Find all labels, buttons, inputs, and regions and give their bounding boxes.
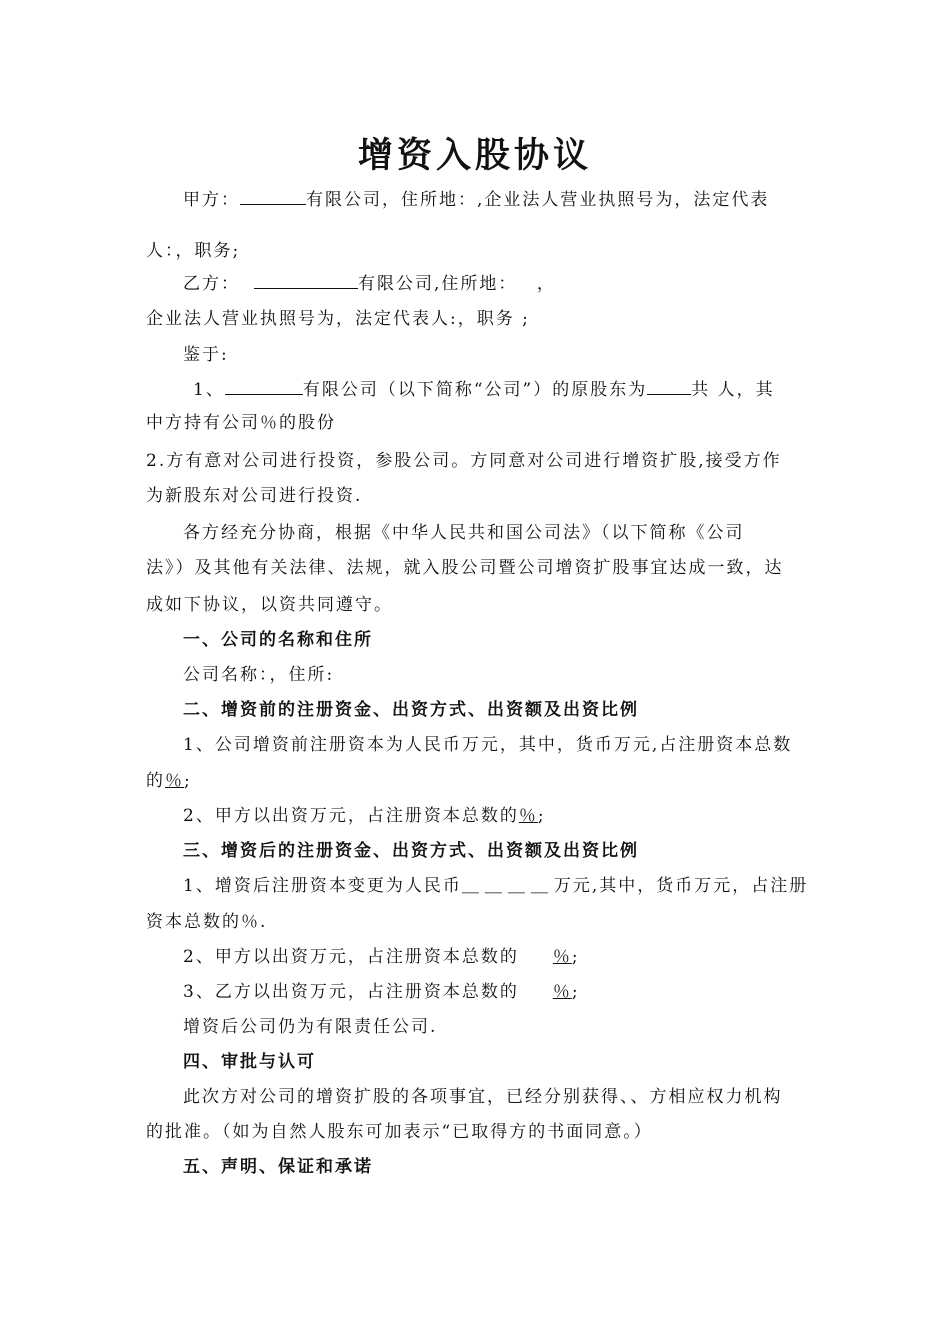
company-name-blank xyxy=(225,378,303,395)
section-3-item-2 xyxy=(183,946,580,968)
whereas-item-2-cont: 为新股东对公司进行投资. xyxy=(146,486,363,506)
party-b-comma: ， xyxy=(536,274,556,294)
party-b-label: 乙方： xyxy=(183,274,240,294)
whereas-item-1 xyxy=(193,378,775,401)
section-4-line-2: 的批准。（如为自然人股东可加表示“已取得方的书面同意。） xyxy=(146,1122,653,1142)
whereas-heading: 鉴于: xyxy=(183,345,229,365)
shareholder-count-blank xyxy=(647,378,691,395)
amount-blank: ＿＿＿＿ xyxy=(461,876,554,896)
party-a-representative: 人：，职务; xyxy=(146,241,241,261)
text: ; xyxy=(184,771,192,791)
item-number: 1、 xyxy=(193,380,225,400)
party-b-line xyxy=(183,272,556,295)
section-4-heading: 四、审批与认可 xyxy=(183,1052,316,1072)
party-a-details: 有限公司，住所地：,企业法人营业执照号为，法定代表 xyxy=(306,190,770,210)
text: 的 xyxy=(146,771,165,791)
whereas-item-2: 2.方有意对公司进行投资，参股公司。方同意对公司进行增资扩股,接受方作 xyxy=(146,451,782,471)
preamble-line-3: 成如下协议，以资共同遵守。 xyxy=(146,595,393,615)
party-b-details: 有限公司,住所地： xyxy=(358,274,509,294)
document-title: 增资入股协议 xyxy=(357,136,592,176)
percent-blank: ％ xyxy=(552,947,572,967)
text: 1、增资后注册资本变更为人民币 xyxy=(183,876,462,896)
section-2-item-2 xyxy=(183,805,546,827)
section-3-item-3 xyxy=(183,981,580,1003)
text: 2、甲方以出资万元，占注册资本总数的 xyxy=(183,947,519,967)
party-a-company-blank xyxy=(240,188,306,205)
item-text-end: 共 人，其 xyxy=(691,380,775,400)
section-1-heading: 一、公司的名称和住所 xyxy=(183,630,373,650)
item-text: 有限公司（以下简称“公司”）的原股东为 xyxy=(302,380,648,400)
section-2-heading: 二、增资前的注册资金、出资方式、出资额及出资比例 xyxy=(183,700,639,720)
text: ; xyxy=(571,982,580,1002)
preamble-line-1: 各方经充分协商，根据《中华人民共和国公司法》（以下简称《公司 xyxy=(183,523,745,543)
section-3-item-1 xyxy=(183,875,808,897)
text: ; xyxy=(537,806,546,826)
section-1-line-1: 公司名称：，住所: xyxy=(183,665,335,685)
whereas-item-1-cont: 中方持有公司％的股份 xyxy=(146,413,336,433)
section-3-item-1-cont: 资本总数的％. xyxy=(146,912,268,932)
percent-blank: ％ xyxy=(165,771,184,791)
percent-blank: ％ xyxy=(552,982,572,1002)
party-b-registration: 企业法人营业执照号为，法定代表人:，职务 ; xyxy=(146,309,530,329)
section-3-heading: 三、增资后的注册资金、出资方式、出资额及出资比例 xyxy=(183,841,639,861)
section-5-heading: 五、声明、保证和承诺 xyxy=(183,1157,373,1177)
section-4-line-1: 此次方对公司的增资扩股的各项事宜，已经分别获得、、方相应权力机构 xyxy=(183,1087,783,1107)
text: 万元,其中，货币万元，占注册 xyxy=(553,876,809,896)
section-3-note: 增资后公司仍为有限责任公司. xyxy=(183,1017,438,1037)
party-a-line xyxy=(183,188,769,211)
text: 3、乙方以出资万元，占注册资本总数的 xyxy=(183,982,519,1002)
party-b-company-blank xyxy=(254,272,358,289)
preamble-line-2: 法》）及其他有关法律、法规，就入股公司暨公司增资扩股事宜达成一致，达 xyxy=(146,558,784,578)
section-2-item-1-cont xyxy=(146,770,192,792)
section-2-item-1: 1、公司增资前注册资本为人民币万元，其中，货币万元,占注册资本总数 xyxy=(183,735,793,755)
text: ; xyxy=(571,947,580,967)
percent-blank: ％ xyxy=(518,806,538,826)
party-a-label: 甲方： xyxy=(183,190,240,210)
text: 2、甲方以出资万元，占注册资本总数的 xyxy=(183,806,519,826)
